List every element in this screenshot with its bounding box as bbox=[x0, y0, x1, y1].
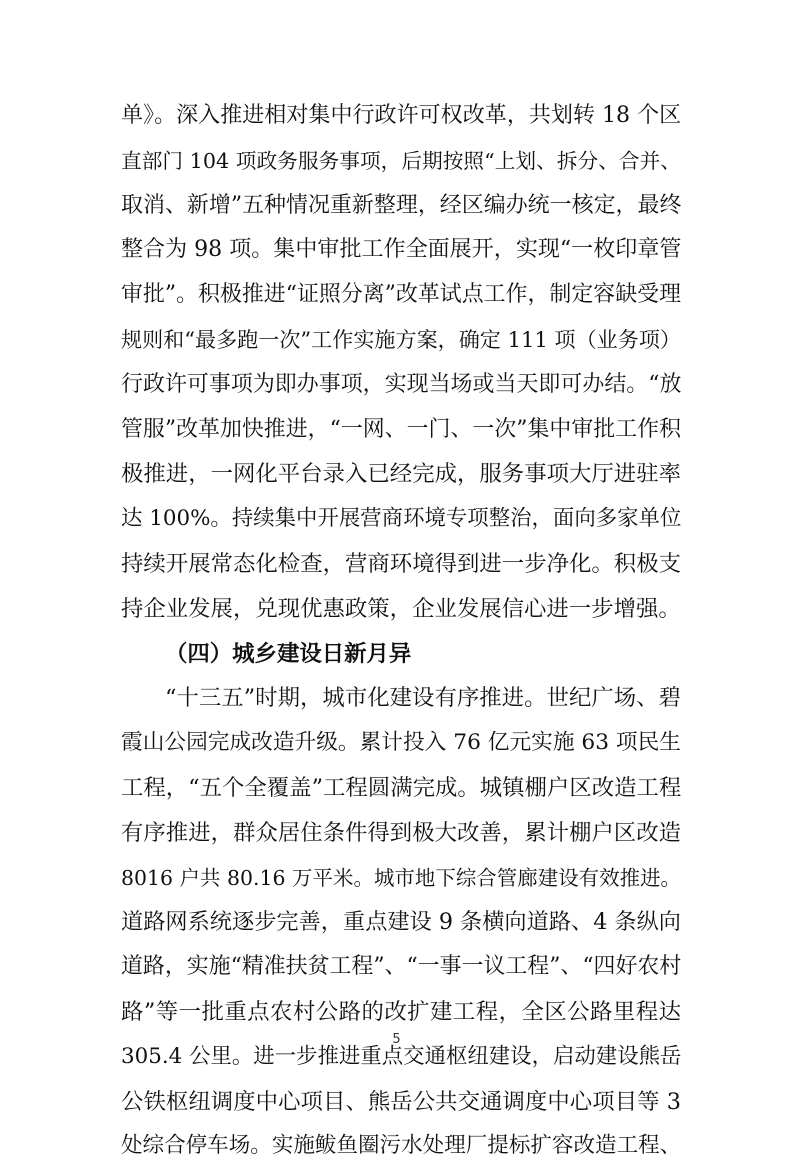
text-line: 处综合停车场。实施鲅鱼圈污水处理厂提标扩容改造工程、 bbox=[121, 1133, 682, 1158]
text-line: 道路网系统逐步完善，重点建设 9 条横向道路、4 条纵向 bbox=[121, 909, 681, 935]
text-line: “十三五”时期，城市化建设有序推进。世纪广场、碧 bbox=[165, 685, 681, 711]
text-line: 取消、新增”五种情况重新整理，经区编办统一核定，最终 bbox=[121, 193, 682, 218]
text-line: 公铁枢纽调度中心项目、熊岳公共交通调度中心项目等 3 bbox=[121, 1089, 681, 1115]
text-line: 8016 户共 80.16 万平米。城市地下综合管廊建设有效推进。 bbox=[121, 866, 681, 890]
page-number: 5 bbox=[392, 1032, 401, 1047]
text-line: 行政许可事项为即办事项，实现当场或当天即可办结。“放 bbox=[121, 372, 682, 397]
section-heading: （四）城乡建设日新月异 bbox=[165, 641, 412, 667]
text-line: 规则和“最多跑一次”工作实施方案，确定 111 项（业务项） bbox=[121, 327, 681, 352]
text-line: 极推进，一网化平台录入已经完成，服务事项大厅进驻率 bbox=[121, 461, 681, 487]
text-line: 持企业发展，兑现优惠政策，企业发展信心进一步增强。 bbox=[121, 596, 681, 622]
text-line: 有序推进，群众居住条件得到极大改善，累计棚户区改造 bbox=[121, 820, 681, 846]
text-line: 单》。深入推进相对集中行政许可权改革，共划转 18 个区 bbox=[121, 103, 682, 128]
text-line: 工程，“五个全覆盖”工程圆满完成。城镇棚户区改造工程 bbox=[121, 775, 682, 801]
text-line: 整合为 98 项。集中审批工作全面展开，实现“一枚印章管 bbox=[121, 237, 682, 262]
text-line: 霞山公园完成改造升级。累计投入 76 亿元实施 63 项民生 bbox=[121, 730, 681, 755]
text-line: 路”等一批重点农村公路的改扩建工程，全区公路里程达 bbox=[121, 999, 681, 1025]
text-line: 达 100%。持续集中开展营商环境专项整治，面向多家单位 bbox=[121, 506, 682, 531]
text-line: 持续开展常态化检查，营商环境得到进一步净化。积极支 bbox=[121, 551, 681, 577]
text-line: 审批”。积极推进“证照分离”改革试点工作，制定容缺受理 bbox=[121, 282, 681, 307]
text-line: 道路，实施“精准扶贫工程”、“一事一议工程”、“四好农村 bbox=[121, 954, 682, 979]
text-line: 管服”改革加快推进，“一网、一门、一次”集中审批工作积 bbox=[121, 417, 681, 442]
text-line: 直部门 104 项政务服务事项，后期按照“上划、拆分、合并、 bbox=[121, 149, 681, 173]
text-line: 305.4 公里。进一步推进重点交通枢纽建设，启动建设熊岳 bbox=[121, 1044, 682, 1069]
